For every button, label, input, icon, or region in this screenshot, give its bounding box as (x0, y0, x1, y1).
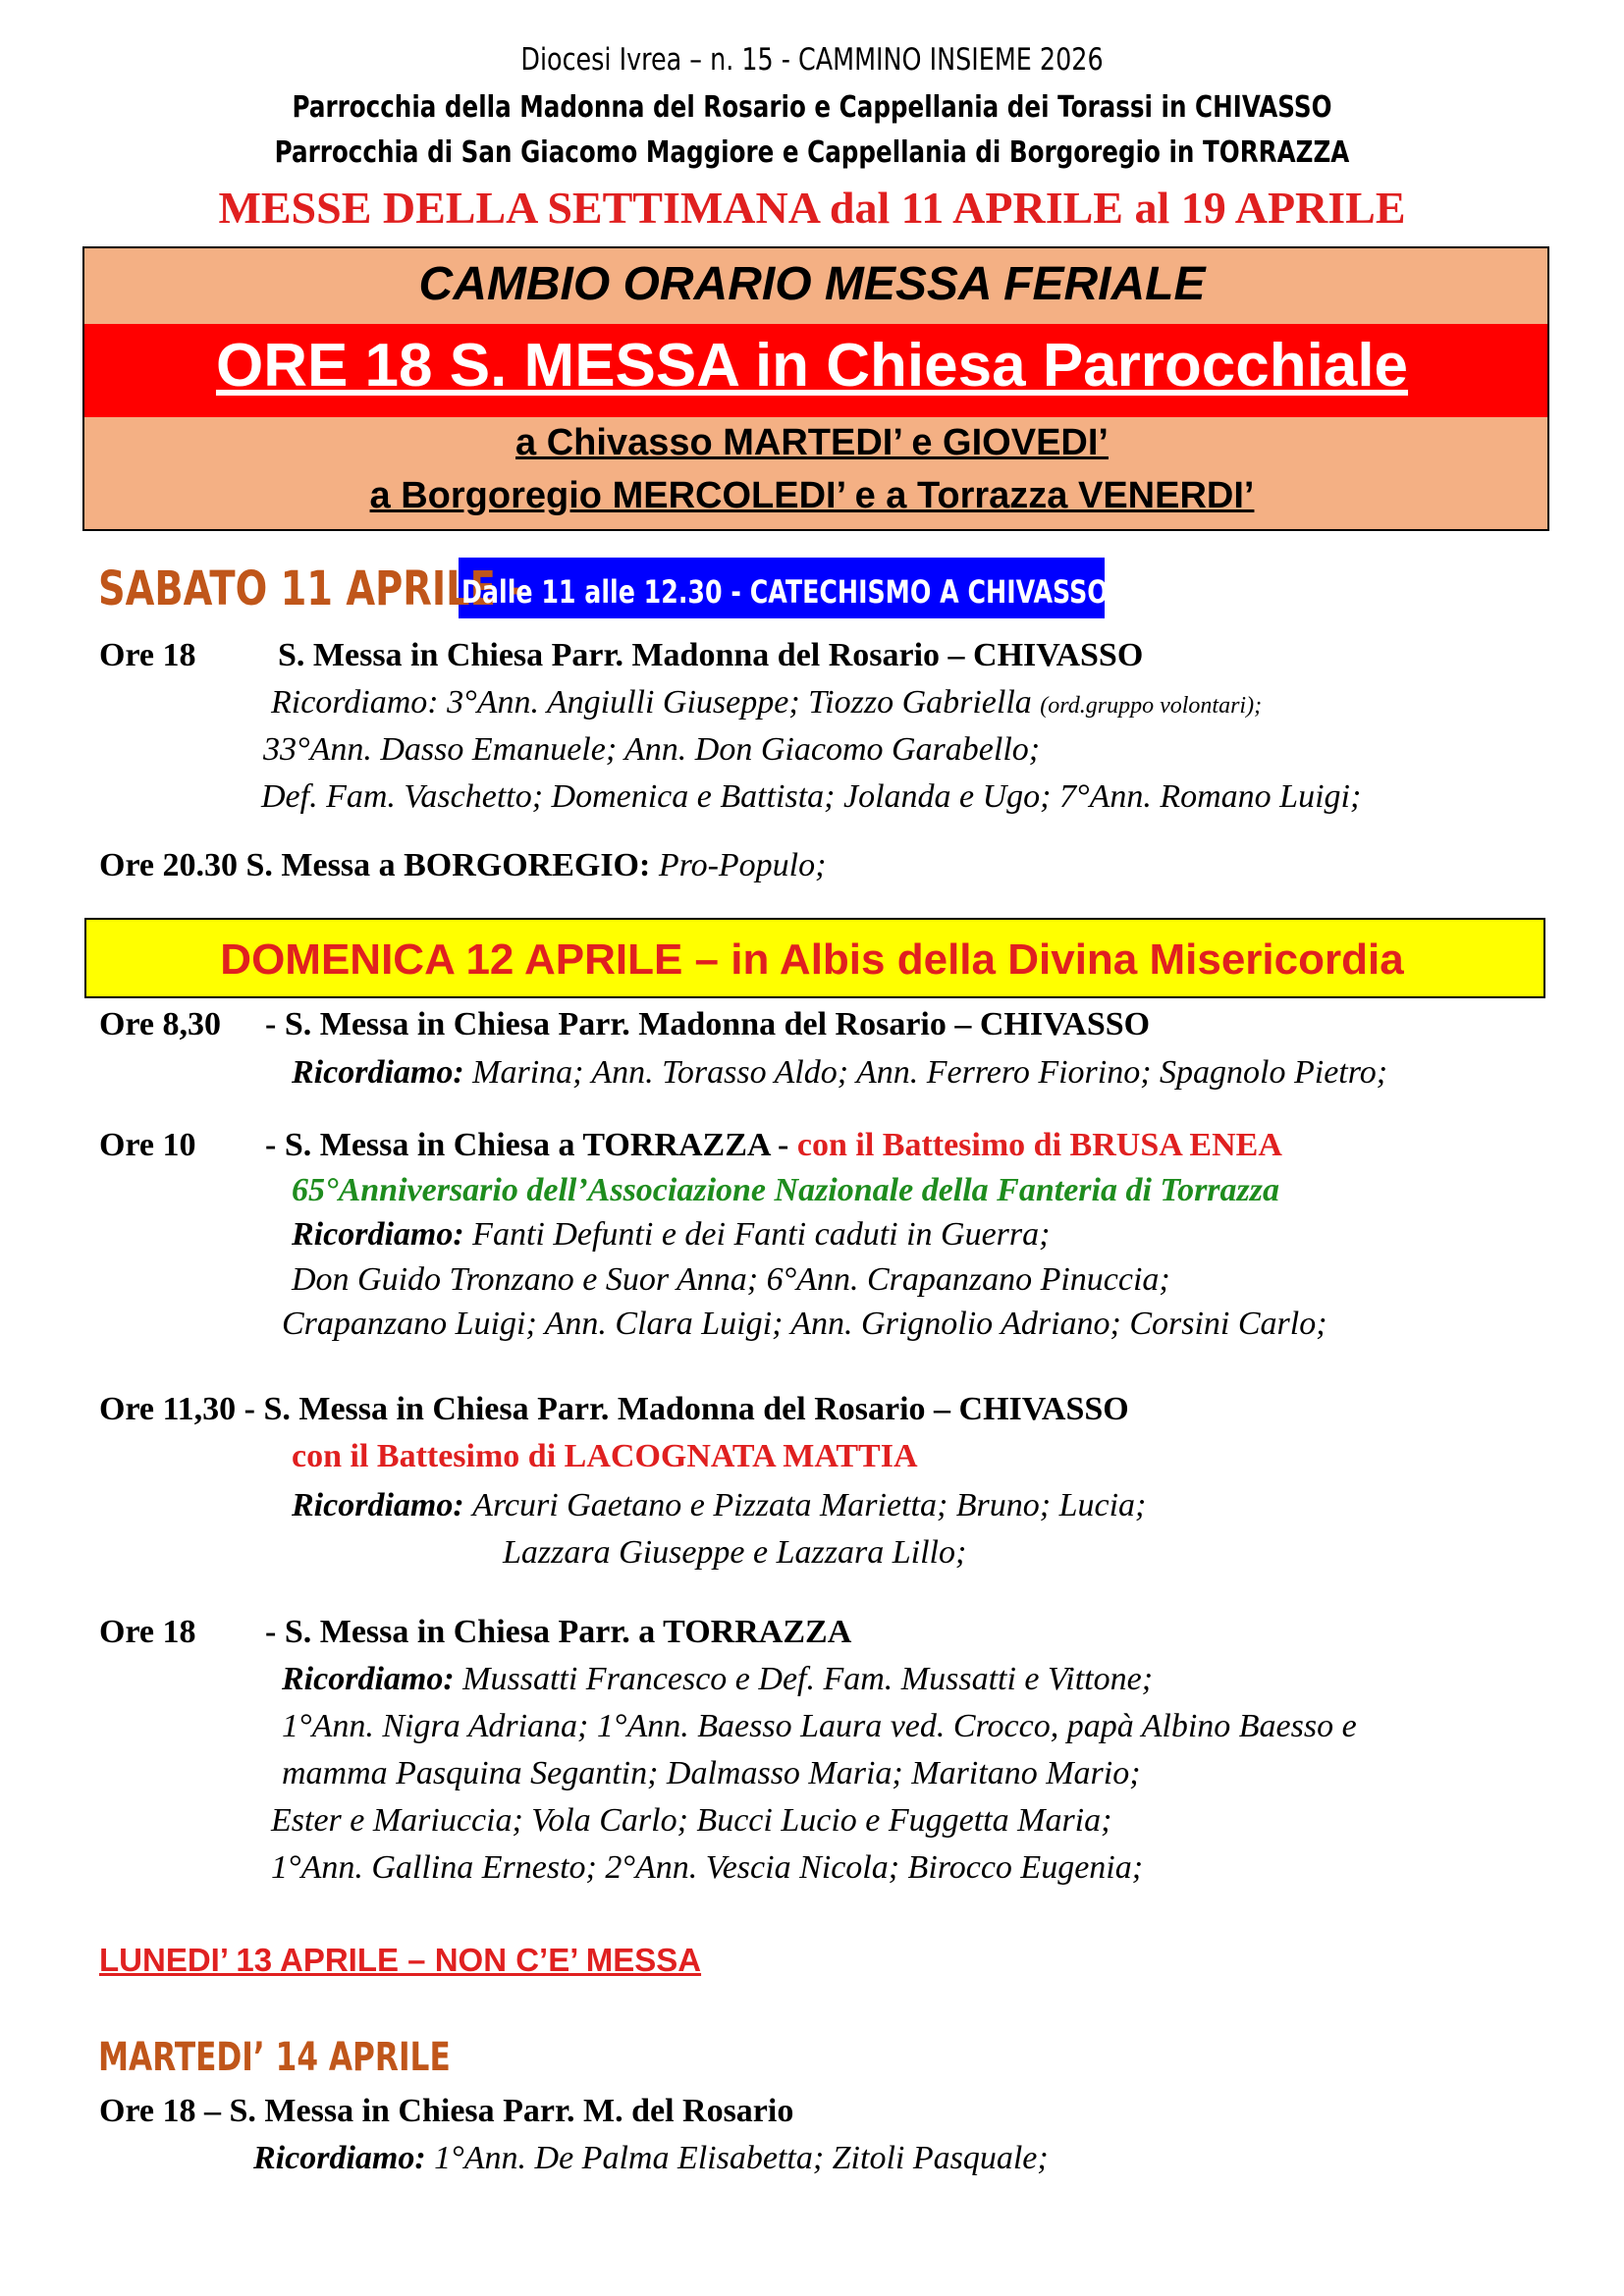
mass-time: Ore 18 (99, 1614, 196, 1650)
remembrance-text: Marina; Ann. Torasso Aldo; Ann. Ferrero Fiorino; Spagnolo Pietro; (472, 1054, 1388, 1091)
remembrance-text: Ricordiamo: 3°Ann. Angiulli Giuseppe; Tiozzo Gabriella (271, 684, 1041, 721)
remembrance-line (292, 1215, 1050, 1255)
diocese-line: Diocesi Ivrea – n. 15 - CAMMINO INSIEME 2026 (520, 42, 1104, 78)
mass-time: Ore 8,30 (99, 1006, 222, 1042)
remembrance-line: Lazzara Giuseppe e Lazzara Lillo; (503, 1534, 967, 1571)
remembrance-text: 1°Ann. De Palma Elisabetta; Zitoli Pasquale; (434, 2140, 1049, 2176)
banner-main-line: ORE 18 S. MESSA in Chiesa Parrocchiale (215, 332, 1409, 400)
remembrance-line (271, 683, 1262, 725)
mass-title: S. Messa a BORGOREGIO: (245, 847, 659, 883)
mass-title (265, 1126, 1282, 1165)
mass-title: - S. Messa in Chiesa Parr. Madonna del Rosario – CHIVASSO (236, 1391, 1129, 1427)
mass-title: S. Messa in Chiesa Parr. Madonna del Rosario – CHIVASSO (278, 637, 1144, 673)
catechism-note: Dalle 11 alle 12.30 - CATECHISMO A CHIVASSO (461, 573, 1109, 611)
mass-time: Ore 18 (99, 637, 196, 673)
remembrance-note: (ord.gruppo volontari); (1040, 693, 1263, 719)
remembrance-label: Ricordiamo: (292, 1216, 473, 1253)
banner-borgoregio-torrazza-days: a Borgoregio MERCOLEDI’ e a Torrazza VENERDI’ (369, 475, 1255, 516)
mass-entry-borgoregio (99, 846, 826, 885)
remembrance-text: Mussatti Francesco e Def. Fam. Mussatti e Vittone; (462, 1661, 1154, 1697)
baptism-note: con il Battesimo di LACOGNATA MATTIA (292, 1438, 918, 1474)
baptism-note: con il Battesimo di BRUSA ENEA (796, 1127, 1282, 1163)
remembrance-line: 1°Ann. Gallina Ernesto; 2°Ann. Vescia Nicola; Birocco Eugenia; (271, 1849, 1144, 1886)
remembrance-label: Ricordiamo: (282, 1661, 463, 1697)
remembrance-label: Ricordiamo: (292, 1054, 473, 1091)
remembrance-line (282, 1660, 1153, 1699)
remembrance-line (292, 1486, 1146, 1525)
remembrance-line: Ester e Mariuccia; Vola Carlo; Bucci Lucio e Fuggetta Maria; (271, 1802, 1112, 1839)
monday-heading: LUNEDI’ 13 APRILE – NON C’E’ MESSA (99, 1942, 702, 1978)
banner-heading: CAMBIO ORARIO MESSA FERIALE (418, 258, 1206, 310)
mass-time: Ore 11,30 (99, 1391, 237, 1427)
saturday-heading: SABATO 11 APRILE - (98, 561, 525, 616)
remembrance-line: Def. Fam. Vaschetto; Domenica e Battista; Jolanda e Ugo; 7°Ann. Romano Luigi; (261, 778, 1362, 815)
remembrance-text: Arcuri Gaetano e Pizzata Marietta; Bruno; Lucia; (472, 1487, 1147, 1523)
remembrance-line (253, 2139, 1049, 2178)
remembrance-line: 33°Ann. Dasso Emanuele; Ann. Don Giacomo Garabello; (263, 731, 1041, 768)
mass-intention: Pro-Populo; (658, 847, 827, 883)
tuesday-heading: MARTEDI’ 14 APRILE (98, 2035, 451, 2080)
remembrance-label: Ricordiamo: (292, 1487, 473, 1523)
mass-title: - S. Messa in Chiesa Parr. Madonna del Rosario – CHIVASSO (265, 1006, 1151, 1042)
mass-title-text: - S. Messa in Chiesa a TORRAZZA - (265, 1127, 797, 1163)
remembrance-line: 1°Ann. Nigra Adriana; 1°Ann. Baesso Laura ved. Crocco, papà Albino Baesso e (282, 1708, 1357, 1744)
mass-entry-title (99, 1390, 1129, 1429)
mass-time: Ore 20.30 (99, 847, 246, 883)
anniversary-note: 65°Anniversario dell’Associazione Nazionale della Fanteria di Torrazza (292, 1172, 1280, 1208)
page-title: MESSE DELLA SETTIMANA dal 11 APRILE al 19 APRILE (218, 183, 1406, 233)
sunday-heading: DOMENICA 12 APRILE – in Albis della Divina Misericordia (220, 935, 1404, 984)
remembrance-text: Fanti Defunti e dei Fanti caduti in Guerra; (472, 1216, 1051, 1253)
mass-title: - S. Messa in Chiesa Parr. a TORRAZZA (265, 1614, 852, 1650)
remembrance-label: Ricordiamo: (253, 2140, 435, 2176)
remembrance-line: Don Guido Tronzano e Suor Anna; 6°Ann. Crapanzano Pinuccia; (292, 1261, 1170, 1298)
banner-chivasso-days: a Chivasso MARTEDI’ e GIOVEDI’ (515, 422, 1109, 463)
mass-entry-title: Ore 18 – S. Messa in Chiesa Parr. M. del Rosario (99, 2093, 794, 2129)
remembrance-line: mamma Pasquina Segantin; Dalmasso Maria; Maritano Mario; (282, 1755, 1141, 1791)
parish-line-torrazza: Parrocchia di San Giacomo Maggiore e Cappellania di Borgoregio in TORRAZZA (274, 135, 1350, 170)
remembrance-line (292, 1053, 1387, 1093)
mass-time: Ore 10 (99, 1127, 196, 1163)
remembrance-line: Crapanzano Luigi; Ann. Clara Luigi; Ann. Grignolio Adriano; Corsini Carlo; (282, 1306, 1327, 1342)
parish-line-chivasso: Parrocchia della Madonna del Rosario e Cappellania dei Torassi in CHIVASSO (292, 90, 1332, 125)
